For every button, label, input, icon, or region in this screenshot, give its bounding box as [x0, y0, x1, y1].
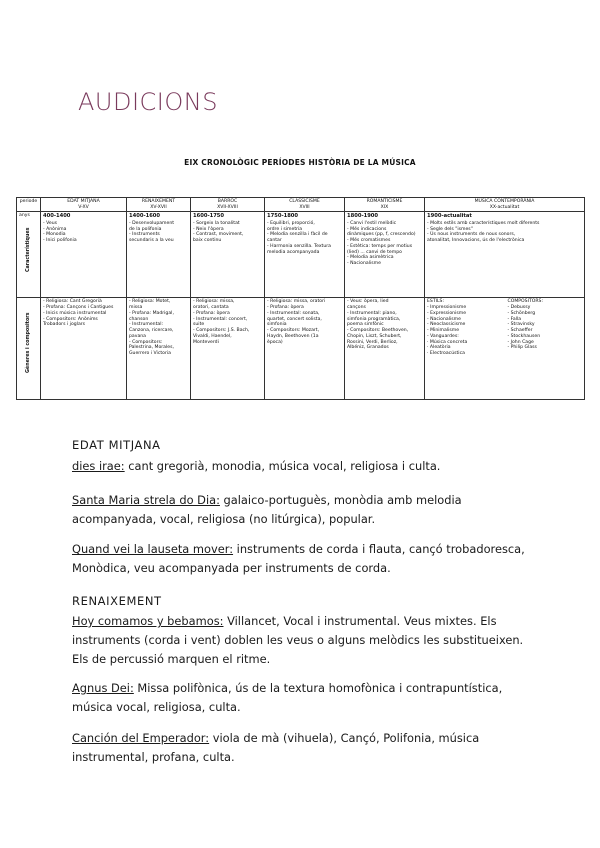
period-name: EDAT MITJANA — [67, 199, 100, 204]
period-name: CLASSICISME — [289, 199, 320, 204]
features-cell — [265, 212, 345, 298]
audition-text: Missa polifònica, ús de la textura homofònica i contrapuntística, música vocal, religiosa, culta. — [72, 681, 503, 714]
cell-text-line: suite — [193, 322, 205, 328]
cell-text-line: - Religiosa: Motet, — [129, 299, 171, 305]
cell-text-line: - Estètica: temps per motius — [347, 243, 413, 249]
features-cell — [127, 212, 191, 298]
cell-text-line: - Instrumental: — [129, 322, 164, 328]
cell-text-line: - John Cage — [507, 339, 534, 345]
cell-text-line: Monteverdi — [193, 339, 219, 345]
cell-text-line: Palestrina, Morales, — [129, 345, 174, 351]
cell-text-line: - Ús nous instruments de nous sonors, — [427, 232, 516, 238]
audition-entry — [72, 679, 532, 717]
cell-text-line: - Falla — [507, 316, 522, 322]
cell-text-line: - Religiosa: missa, — [193, 299, 235, 305]
cell-text-line: secundaris a la veu — [129, 238, 174, 244]
audition-entry — [72, 457, 532, 476]
cell-text-line: - Equilibri, proporció, — [267, 220, 315, 226]
row-label-cell — [17, 212, 41, 298]
audition-title: Hoy comamos y bebamos: — [72, 614, 224, 628]
cell-text-line: Haydn, Beethoven (1a — [267, 333, 319, 339]
section-heading: EDAT MITJANA — [72, 438, 161, 452]
cell-text-line: - Profana: Madrigal, — [129, 310, 174, 316]
cell-text-line: atonalitat, Innovacions, ús de l'electrònica — [427, 238, 525, 244]
col-header — [127, 198, 191, 212]
period-years: 400-1400 — [43, 213, 71, 220]
row-label: Gèneres i compositors — [25, 313, 31, 374]
cell-text-line: - Desenvolupament — [129, 220, 175, 226]
cell-text-line: baix continu — [193, 238, 222, 244]
features-cell — [41, 212, 127, 298]
features-row — [17, 212, 585, 298]
header-row — [17, 198, 585, 212]
cell-text-line: (lied) ... canvi de tempo — [347, 249, 402, 255]
cell-text-line: - Compositors: Beethoven, — [347, 328, 409, 334]
cell-text-line: - Compositors: Anònims — [43, 316, 98, 322]
cell-text-line: - Melodia asimètrica — [347, 255, 394, 261]
cell-text-line: - Monodia — [43, 232, 66, 238]
cell-text-line: cançons — [347, 305, 366, 311]
cell-text-line: - Debussy — [507, 305, 531, 311]
features-cell — [425, 212, 585, 298]
years-label: anys — [19, 213, 30, 219]
period-years: 1800-1900 — [347, 213, 379, 220]
cell-text-line: - Inici polifonia — [43, 238, 77, 244]
cell-text-line: - Stravinsky — [507, 322, 535, 328]
cell-text-line: - Anònima — [43, 226, 67, 232]
row-label: Característiques — [25, 227, 31, 273]
cell-text-line: - Veus: òpera, lied — [347, 299, 389, 305]
audition-title: Quand vei la lauseta mover: — [72, 542, 234, 556]
cell-text-line: - Molts estils amb característiques molt diferents — [427, 220, 540, 226]
composers-head: COMPOSITORS: — [507, 299, 544, 305]
cell-text-line: ordre i simetria — [267, 226, 303, 232]
cell-text-line: - Segle dels "ismes" — [427, 226, 473, 232]
cell-text-line: Guerrero i Victoria — [129, 351, 171, 357]
cell-text-line: simfonia programàtica, — [347, 316, 401, 322]
cell-text-line: - Més indicacions — [347, 226, 387, 232]
cell-text-line: oratori, cantata — [193, 305, 229, 311]
cell-text-line: - Religiosa: Cant Gregorià — [43, 299, 102, 305]
cell-text-line: Trobadors i joglars — [43, 322, 86, 328]
cell-text-line: simfonia — [267, 322, 287, 328]
cell-text-line: - Inicis música instrumental — [43, 310, 107, 316]
period-century: XX-actualitat — [489, 204, 520, 210]
cell-text-line: poema simfònic — [347, 322, 384, 328]
cell-text-line: - Profana: òpera — [267, 305, 304, 311]
audition-text: Villancet, Vocal i instrumental. Veus mixtes. Els instruments (corda i vent) doblen les veus o alguns melòdics les substitueixen. Els de percussió marquen el ritme. — [72, 614, 524, 666]
cell-text-line: - Schönberg — [507, 310, 536, 316]
genres-cell — [127, 298, 191, 400]
audition-entry — [72, 540, 532, 578]
cell-text-line: - Compositors: J.S. Bach, — [193, 328, 250, 334]
styles-head: ESTILS: — [427, 299, 445, 305]
cell-text-line: - Instrumental: concert, — [193, 316, 248, 322]
cell-text-line: cantar — [267, 238, 282, 244]
audition-title: Agnus Dei: — [72, 681, 134, 695]
cell-text-line: - Neix l'òpera — [193, 226, 224, 232]
cell-text-line: chanson — [129, 316, 149, 322]
period-century: V-XV — [78, 204, 89, 210]
period-name: MÚSICA CONTEMPORÀNIA — [474, 199, 535, 204]
audition-text: instruments de corda i flauta, cançó trobadoresca, Monòdica, veu acompanyada per instruments de corda. — [72, 542, 525, 575]
audition-entry — [72, 491, 532, 529]
col-header — [41, 198, 127, 212]
period-century: XVIII — [299, 204, 310, 210]
cell-text-line: - Vanguardes: — [427, 333, 459, 339]
cell-text-line: - Stockhausen — [507, 333, 541, 339]
audition-text: viola de mà (vihuela), Cançó, Polifonia, música instrumental, profana, culta. — [72, 731, 480, 764]
cell-text-line: - Canvi l'estil melòdic — [347, 220, 397, 226]
cell-text-line: · Aleatòria — [427, 345, 451, 351]
cell-text-line: - Religiosa: missa, oratori — [267, 299, 326, 305]
audition-text: galaico-portuguès, monòdia amb melodia acompanyada, vocal, religiosa (no litúrgica), popular. — [72, 493, 462, 526]
cell-text-line: pavana — [129, 333, 146, 339]
genres-row — [17, 298, 585, 400]
cell-text-line: Vivaldi, Haendel, — [193, 333, 232, 339]
features-cell — [345, 212, 425, 298]
period-name: ROMANTICISME — [366, 199, 403, 204]
cell-text-line: - Veus — [43, 220, 58, 226]
audition-entry — [72, 612, 532, 669]
cell-text-line: - Neoclassicisme — [427, 322, 466, 328]
audition-entry — [72, 729, 532, 767]
cell-text-line: - Profana: òpera — [193, 310, 230, 316]
cell-text-line: Canzona, ricercare, — [129, 328, 174, 334]
section-heading: RENAIXEMENT — [72, 594, 162, 608]
cell-text-line: - Compositors: — [129, 339, 163, 345]
cell-text-line: - Nacionalisme — [347, 261, 381, 267]
cell-text-line: - Compositors: Mozart, — [267, 328, 320, 334]
genres-cell — [345, 298, 425, 400]
table-title: EIX CRONOLÒGIC PERÍODES HISTÒRIA DE LA MÚSICA — [184, 158, 416, 167]
row-label-cell — [17, 298, 41, 400]
cell-text-line: - Profana: Cançons i Cantigues — [43, 305, 114, 311]
cell-text-line: Albéniz, Granados — [347, 345, 389, 351]
cell-text-line: de la polifonia — [129, 226, 162, 232]
audition-title: dies irae: — [72, 459, 125, 473]
col-header — [345, 198, 425, 212]
col-header — [191, 198, 265, 212]
audition-title: Canción del Emperador: — [72, 731, 210, 745]
period-name: RENAIXEMENT — [141, 199, 176, 204]
period-years: 1600-1750 — [193, 213, 225, 220]
period-century: XIX — [380, 204, 389, 210]
cell-text-line: - Minimalisme — [427, 328, 460, 334]
cell-text-line: dinàmiques (pp, f, crescendo) — [347, 232, 416, 238]
cell-text-line: quartet, concert solista, — [267, 316, 322, 322]
chronology-table — [16, 197, 585, 400]
col-header — [425, 198, 585, 212]
genres-cell — [41, 298, 127, 400]
cell-text-line: època) — [267, 339, 283, 345]
period-century: XV-XVII — [150, 204, 167, 210]
period-years: 1750-1800 — [267, 213, 299, 220]
cell-text-line: missa — [129, 305, 143, 311]
genres-cell — [265, 298, 345, 400]
cell-text-line: melodia acompanyada — [267, 249, 320, 255]
corner-cell: periode — [17, 198, 41, 212]
cell-text-line: - Instrumental: piano, — [347, 310, 397, 316]
cell-text-line: - Instrumental: sonata, — [267, 310, 320, 316]
genres-cell — [191, 298, 265, 400]
period-century: XVII-XVIII — [217, 204, 238, 210]
period-years: 1400-1600 — [129, 213, 161, 220]
cell-text-line: - Expressionisme — [427, 310, 467, 316]
cell-text-line: - Impressionisme — [427, 305, 467, 311]
col-header — [265, 198, 345, 212]
cell-text-line: Rossini, Verdi, Berlioz, — [347, 339, 398, 345]
cell-text-line: - Harmonia senzilla. Textura — [267, 243, 331, 249]
cell-text-line: · Electroacústica — [427, 351, 465, 357]
period-years: 1900-actualitat — [427, 213, 472, 220]
cell-text-line: - Nacionalisme — [427, 316, 461, 322]
audition-text: cant gregorià, monodia, música vocal, religiosa i culta. — [124, 459, 441, 473]
page-title: AUDICIONS — [78, 88, 218, 116]
cell-text-line: - Sorgeix la tonalitat — [193, 220, 240, 226]
cell-text-line: - Instruments — [129, 232, 160, 238]
genres-cell — [425, 298, 585, 400]
cell-text-line: · Música concreta — [427, 339, 468, 345]
features-cell — [191, 212, 265, 298]
cell-text-line: - Contrast, moviment, — [193, 232, 244, 238]
cell-text-line: - Philip Glass — [507, 345, 537, 351]
period-name: BARROC — [217, 199, 238, 204]
cell-text-line: - Més cromatismes — [347, 238, 391, 244]
audition-title: Santa Maria strela do Dia: — [72, 493, 220, 507]
cell-text-line: Chopin, Liszt, Schubert, — [347, 333, 402, 339]
cell-text-line: - Schaeffer — [507, 328, 533, 334]
cell-text-line: - Melodia senzilla i fàcil de — [267, 232, 328, 238]
